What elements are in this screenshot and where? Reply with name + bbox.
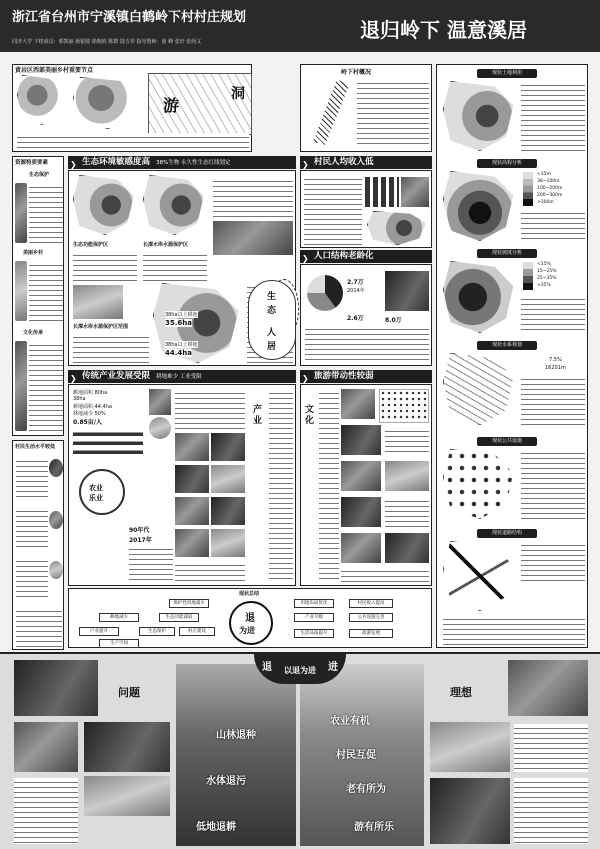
tour-photo-4 xyxy=(385,461,429,491)
map-label-you: 游 xyxy=(163,96,180,115)
eco-stat-4: 44.4ha xyxy=(165,349,192,357)
section-tourism-head xyxy=(300,370,432,383)
right-word-4: 游有所乐 xyxy=(354,822,394,833)
tour-text-3 xyxy=(385,497,429,527)
wheel-char-4: 居 xyxy=(267,342,277,352)
district-map xyxy=(73,77,143,129)
living-text-2 xyxy=(16,507,48,551)
industry-subheading: 耕地难少 工业受限 xyxy=(156,374,202,380)
chevron-right-icon: ❯ xyxy=(302,374,309,383)
tour-photo-1 xyxy=(341,389,375,419)
living-photo-3 xyxy=(49,561,63,579)
resources-title: 资源特质要素 xyxy=(15,160,49,166)
ind-photo-7 xyxy=(175,497,209,525)
elev-text xyxy=(521,209,585,241)
ind-item-4: 林地减少 50% xyxy=(73,411,106,417)
slope-legend-2: 15~25% xyxy=(537,269,557,274)
ind-bar-chart xyxy=(73,427,143,463)
bottom-photo-7 xyxy=(430,778,510,844)
sum-left-7: 生产空间 xyxy=(99,639,139,648)
tour-photo-7 xyxy=(385,533,429,563)
ind-item-2: 38ha xyxy=(73,396,86,402)
slope-text xyxy=(521,295,585,333)
landuse-table xyxy=(521,81,585,151)
tour-photo-3 xyxy=(341,461,381,491)
water-text xyxy=(521,375,585,425)
sum-right-3: 村民收入提高 xyxy=(349,599,393,608)
item-culture: 文化传承 xyxy=(23,330,44,336)
bottom-photo-5 xyxy=(508,660,588,716)
ind-circle-text-2: 乐业 xyxy=(89,494,103,502)
culture-icon xyxy=(15,341,27,431)
slope-legend-1: <15% xyxy=(537,262,551,267)
elev-legend-3: 100~200m xyxy=(537,186,563,191)
ecology-subheading: 38%生物 永久性生态红线划定 xyxy=(156,160,231,166)
chevron-right-icon: ❯ xyxy=(70,160,77,169)
living-photo-1 xyxy=(49,459,63,477)
eco-photo-2 xyxy=(73,285,123,319)
section-industry-head xyxy=(68,370,296,383)
slogan: 退归岭下 温意溪居 xyxy=(360,18,527,42)
right-word-2: 村民互促 xyxy=(336,750,376,761)
ind-photo-10 xyxy=(211,529,245,557)
tour-text-2 xyxy=(385,427,429,455)
sum-right-2: 产业升级 xyxy=(294,613,334,622)
resources-panel xyxy=(12,156,64,436)
sum-right-4: 公共设施完善 xyxy=(349,613,393,622)
label-water: 现状水系规划 xyxy=(477,341,537,350)
tour-tag: 文化 xyxy=(305,405,315,426)
map-landuse xyxy=(443,81,517,151)
ideal-label: 理想 xyxy=(450,686,472,699)
eco-label-3: 长潭水库水源保护区范围 xyxy=(73,324,129,330)
slope-legend-3: 25~35% xyxy=(537,276,557,281)
region-map xyxy=(17,75,67,125)
ind-photo-9 xyxy=(175,529,209,557)
bottom-photo-4 xyxy=(84,776,170,816)
ecology-list xyxy=(29,183,63,243)
nodes-text xyxy=(17,133,249,149)
roads-legend xyxy=(521,541,585,581)
aging-heading: 人口结构老龄化 xyxy=(314,251,374,261)
living-panel xyxy=(12,440,64,650)
ind-era-text xyxy=(129,545,173,583)
income-photo xyxy=(401,177,429,207)
left-word-1: 山林退种 xyxy=(216,730,256,741)
eco-text-2 xyxy=(143,251,207,281)
item-village: 美丽乡村 xyxy=(23,250,44,256)
tour-network xyxy=(379,389,429,423)
wheel-char-3: 人 xyxy=(267,328,277,338)
sum-right-1: 用地布局优化 xyxy=(294,599,334,608)
sum-left-5: 生态保护 xyxy=(139,627,175,636)
tourism-panel xyxy=(300,384,432,586)
eco-map-1 xyxy=(73,175,137,235)
left-word-3: 低地退耕 xyxy=(196,822,236,833)
overview-panel xyxy=(300,64,432,152)
map-label-dong: 洞 xyxy=(231,86,245,102)
summary-center-1: 退 xyxy=(245,613,255,624)
village-icon xyxy=(15,261,27,321)
ind-photo-2 xyxy=(149,417,171,439)
wheel-char-1: 生 xyxy=(267,292,277,302)
panel-title-nodes: 黄岩区西部美丽乡村重要节点 xyxy=(15,67,94,74)
page-title: 浙江省台州市宁溪镇白鹤岭下村村庄规划 xyxy=(12,10,247,25)
chevron-right-icon: ❯ xyxy=(302,160,309,169)
ind-era-1: 90年代 xyxy=(129,527,150,534)
eco-stat-1: 38ha以上耕地 xyxy=(165,312,198,318)
chevron-right-icon: ❯ xyxy=(302,254,309,263)
ind-tag-1: 产业 xyxy=(253,405,263,426)
culture-list xyxy=(29,341,63,431)
map-elevation xyxy=(443,171,517,241)
ind-item-5: 0.85亩/人 xyxy=(73,419,102,426)
bottom-center-title: 以退为进 xyxy=(284,666,316,675)
facilities-text xyxy=(521,449,585,519)
ecology-heading: 生态环境敏感度高 xyxy=(82,157,151,167)
map-roads xyxy=(443,541,517,611)
ind-photo-4 xyxy=(211,433,245,461)
label-roads: 现状道路结构 xyxy=(477,529,537,538)
aging-photo xyxy=(385,271,429,311)
income-map xyxy=(367,211,429,245)
label-slope: 现状坡度分析 xyxy=(477,249,537,258)
map-facilities xyxy=(443,449,517,519)
bottom-photo-2 xyxy=(14,722,78,772)
ind-circle-text-1: 农业 xyxy=(89,484,103,492)
bottom-problem-text xyxy=(14,778,78,844)
eco-text-1 xyxy=(73,251,137,281)
elev-swatches xyxy=(523,172,533,206)
right-word-3: 老有所为 xyxy=(346,784,386,795)
living-photo-2 xyxy=(49,511,63,529)
label-elevation: 现状高程分析 xyxy=(477,159,537,168)
sum-right-5: 生活品质提升 xyxy=(294,629,334,638)
aging-panel xyxy=(300,264,432,366)
roads-text xyxy=(443,615,585,645)
bottom-photo-1 xyxy=(14,660,98,716)
eco-note xyxy=(213,177,293,217)
map-water xyxy=(443,353,517,425)
living-text-1 xyxy=(16,457,48,501)
wheel-char-2: 态 xyxy=(267,306,277,316)
industry-panel xyxy=(68,384,296,586)
industry-heading: 传统产业发展受限 xyxy=(82,371,151,381)
header-band xyxy=(0,0,600,52)
sum-left-2: 耕地减少 xyxy=(99,613,139,622)
aging-pie xyxy=(307,275,343,311)
ind-photo-8 xyxy=(211,497,245,525)
bottom-photo-6 xyxy=(430,722,510,772)
ind-side-text xyxy=(269,389,293,583)
sum-left-3: 生态功能减弱 xyxy=(159,613,199,622)
section-ecology-head xyxy=(68,156,296,169)
aging-stat-4: 8.0万 xyxy=(385,317,402,324)
label-landuse: 现状土地利用 xyxy=(477,69,537,78)
eco-icon xyxy=(15,183,27,243)
eco-map-2 xyxy=(143,175,207,235)
eco-photo xyxy=(213,221,293,255)
eco-label-2: 长潭水库水源保护区 xyxy=(143,242,189,248)
chevron-right-icon: ❯ xyxy=(70,374,77,383)
sum-left-4: 产业提升 xyxy=(79,627,119,636)
left-word-2: 水体退污 xyxy=(206,776,246,787)
aging-stat-1: 2.7万 xyxy=(347,279,364,286)
sum-left-6: 村庄建设 xyxy=(179,627,215,636)
bottom-tui: 退 xyxy=(262,662,272,673)
bottom-jin: 进 xyxy=(328,662,338,673)
slope-legend-4: >35% xyxy=(537,283,551,288)
tour-photo-5 xyxy=(341,497,381,527)
income-bar-chart xyxy=(365,177,399,207)
water-stat-1: 7.5% xyxy=(549,357,562,363)
aging-stat-2: 2014年 xyxy=(347,288,365,294)
ind-photo-3 xyxy=(175,433,209,461)
slope-swatches xyxy=(523,262,533,290)
tour-text-1 xyxy=(319,389,339,583)
label-facilities: 现状公共设施 xyxy=(477,437,537,446)
eco-label-1: 生态功能保护区 xyxy=(73,242,109,248)
bottom-ideal-text-1 xyxy=(514,724,588,772)
eco-stat-3: 38ha以上耕地 xyxy=(165,342,198,348)
item-ecology: 生态保护 xyxy=(29,172,50,178)
section-aging-head xyxy=(300,250,432,263)
ind-caption xyxy=(175,561,245,583)
tour-photo-6 xyxy=(341,533,381,563)
ind-item-3: 耕地面积 44.4ha xyxy=(73,404,112,410)
water-stat-2: 16201m xyxy=(545,365,566,371)
income-heading: 村民人均收入低 xyxy=(314,157,374,167)
sum-left-1: 保护性用地减少 xyxy=(169,599,209,608)
summary-center xyxy=(229,601,273,645)
ind-photo-1 xyxy=(149,389,171,415)
eco-text-3 xyxy=(73,333,149,363)
section-income-head xyxy=(300,156,432,169)
aging-stat-3: 2.6万 xyxy=(347,315,364,322)
right-word-1: 农业有机 xyxy=(330,716,370,727)
eco-stat-2: 35.6ha xyxy=(165,319,192,327)
living-text-3 xyxy=(16,557,48,601)
overview-title: 岭下村概况 xyxy=(341,69,372,76)
elev-legend-2: 38~100m xyxy=(537,179,560,184)
overview-text xyxy=(357,79,429,147)
bottom-band xyxy=(0,652,600,849)
elev-legend-1: <35m xyxy=(537,172,551,177)
tour-photo-2 xyxy=(341,425,381,455)
map-slope xyxy=(443,261,517,333)
river-line xyxy=(309,79,349,145)
analysis-column xyxy=(436,64,588,648)
elev-legend-5: >300m xyxy=(537,200,554,205)
aging-text xyxy=(305,325,429,363)
summary-panel xyxy=(68,588,432,648)
tourism-heading: 旅游带动性较弱 xyxy=(314,371,374,381)
summary-title: 现状总结 xyxy=(239,591,260,597)
eco-life-wheel xyxy=(248,280,296,360)
bottom-ideal-text-2 xyxy=(514,778,588,844)
bottom-photo-3 xyxy=(84,722,170,772)
tour-caption xyxy=(341,567,429,583)
center-photo-left xyxy=(176,664,296,846)
living-text-4 xyxy=(16,607,62,647)
elev-legend-4: 200~300m xyxy=(537,193,563,198)
problem-label: 问题 xyxy=(118,686,140,699)
team-credits: 同济大学 卞纽成员：邢凯丽 聂银骏 徐陶欣 陈群 陆吉菲 指导教师：童 峰 张轩 张尚文 xyxy=(12,39,202,45)
ind-circle xyxy=(79,469,125,515)
income-panel xyxy=(300,170,432,248)
ind-era-2: 2017年 xyxy=(129,537,152,544)
summary-center-2: 为进 xyxy=(239,626,255,635)
location-map-panel xyxy=(12,64,252,152)
income-text xyxy=(304,175,362,245)
ind-text xyxy=(175,389,245,429)
ind-item-1: 耕地面积 80ha xyxy=(73,390,108,396)
sum-right-6: 旅游发展 xyxy=(349,629,393,638)
village-list xyxy=(29,261,63,321)
ind-photo-6 xyxy=(211,465,245,493)
ind-photo-5 xyxy=(175,465,209,493)
living-title: 村民生活水平较低 xyxy=(15,444,56,450)
